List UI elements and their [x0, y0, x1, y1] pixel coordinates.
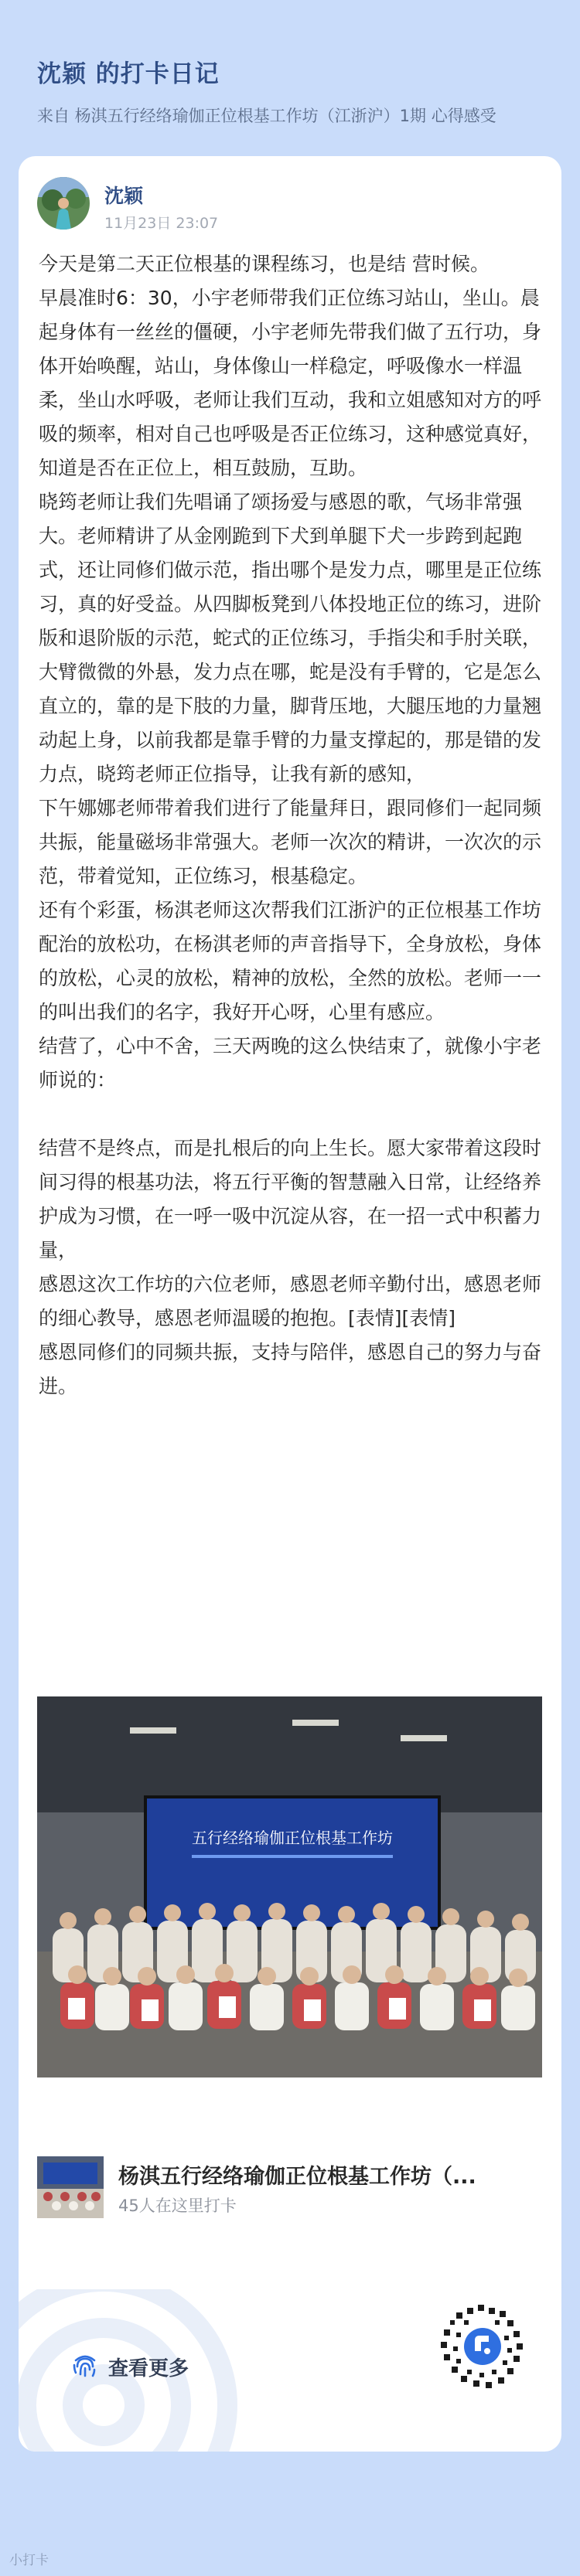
post-body	[39, 247, 545, 1404]
post-paragraph: 结营不是终点，而是扎根后的向上生长。愿大家带着这段时间习得的根基功法，将五行平衡的智慧融入日常，让经络养护成为习惯，在一呼一吸中沉淀从容，在一招一式中积蓄力量，	[39, 1137, 542, 1261]
avatar[interactable]	[37, 177, 90, 230]
post-paragraph: 感恩这次工作坊的六位老师，感恩老师辛勤付出，感恩老师的细心教导，感恩老师温暖的抱抱。[表情][表情]	[39, 1273, 542, 1329]
post-paragraph: 晓筠老师让我们先唱诵了颂扬爱与感恩的歌，气场非常强大。老师精讲了从金刚跪到下犬到单腿下犬一步跨到起跑式，还让同修们做示范，指出哪个是发力点，哪里是正位练习，真的好受益。从四脚板凳到八体投地正位的练习，进阶版和退阶版的示范，蛇式的正位练习，手指尖和手肘关联，大臂微微的外悬，发力点在哪，蛇是没有手臂的，它是怎么直立的，靠的是下肢的力量，脚背压地，大腿压地的力量翘动起上身，以前我都是靠手臂的力量支撑起的，那是错的发力点，晓筠老师正位指导，让我有新的感知，	[39, 491, 542, 785]
group-photo[interactable]	[37, 1696, 542, 2077]
workshop-link[interactable]	[37, 2155, 548, 2224]
workshop-thumbnail	[37, 2156, 104, 2218]
mini-program-code[interactable]	[433, 2297, 532, 2396]
diary-card	[19, 156, 561, 2452]
post-paragraph: 下午娜娜老师带着我们进行了能量拜日，跟同修们一起同频共振，能量磁场非常强大。老师一次次的精讲，一次次的示范，带着觉知，正位练习，根基稳定。	[39, 797, 542, 887]
photo-banner-text: 五行经络瑜伽正位根基工作坊	[192, 1830, 393, 1847]
source-line[interactable]: 来自 杨淇五行经络瑜伽正位根基工作坊（江浙沪）1期 心得感受	[37, 107, 496, 125]
workshop-checkin-count: 45人在这里打卡	[118, 2197, 237, 2215]
post-time: 11月23日 23:07	[104, 215, 219, 232]
workshop-title: 杨淇五行经络瑜伽正位根基工作坊（...	[118, 2165, 476, 2189]
post-paragraph-empty	[39, 1097, 545, 1131]
footer-brand: 小打卡	[9, 2553, 49, 2568]
page-header	[37, 54, 548, 128]
page-title: 沈颖 的打卡日记	[37, 60, 220, 88]
view-more-label: 查看更多	[108, 2357, 189, 2380]
author-name[interactable]: 沈颖	[104, 185, 144, 207]
post-paragraph: 结营了，心中不舍，三天两晚的这么快结束了，就像小宇老师说的：	[39, 1035, 542, 1091]
fingerprint-icon	[71, 2351, 99, 2379]
post-paragraph: 早晨准时6：30，小宇老师带我们正位练习站山，坐山。晨起身体有一丝丝的僵硬，小宇老师先带我们做了五行功，身体开始唤醒，站山，身体像山一样稳定，呼吸像水一样温柔，坐山水呼吸，老师让我们互动，我和立姐感知对方的呼吸的频率，相对自己也呼吸是否正位练习，这种感觉真好，知道是否在正位上，相互鼓励，互助。	[39, 287, 542, 479]
post-paragraph: 感恩同修们的同频共振，支持与陪伴，感恩自己的努力与奋进。	[39, 1341, 542, 1397]
post-paragraph: 今天是第二天正位根基的课程练习，也是结 营时候。	[39, 253, 490, 275]
post-paragraph: 还有个彩蛋，杨淇老师这次帮我们江浙沪的正位根基工作坊配治的放松功，在杨淇老师的声音指导下，全身放松，身体的放松，心灵的放松，精神的放松，全然的放松。老师一一的叫出我们的名字，我好开心呀，心里有感应。	[39, 899, 542, 1023]
